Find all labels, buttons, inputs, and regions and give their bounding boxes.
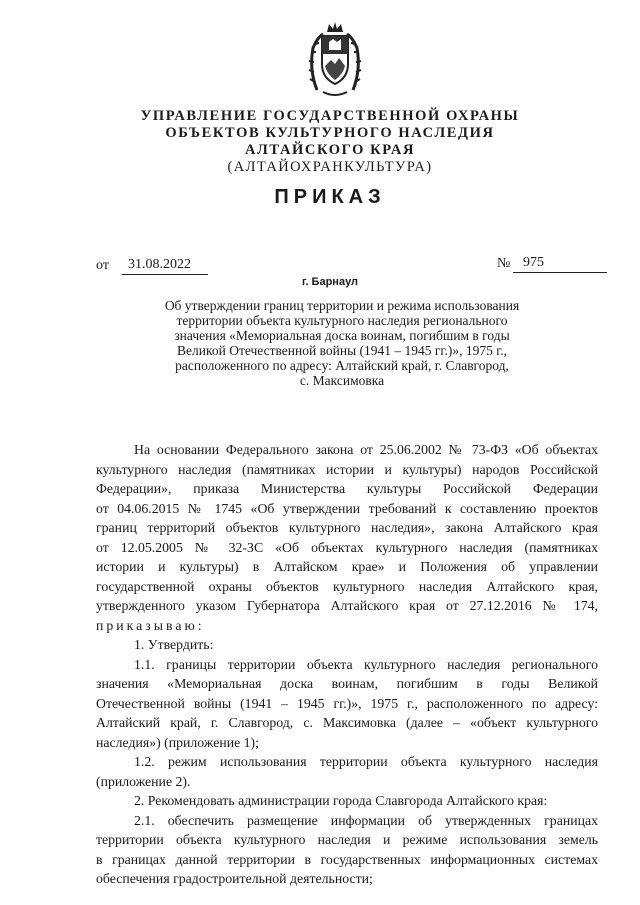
agency-name-line-3: АЛТАЙСКОГО КРАЯ (244, 142, 416, 158)
body-line: истории и культуры) в Алтайском крае» и Положения об управлении (96, 559, 598, 574)
body-line: приказываю: (96, 617, 205, 633)
number-prefix: № (497, 256, 511, 271)
order-date: 31.08.2022 (122, 256, 208, 275)
subject-line: расположенного по адресу: Алтайский край, г. Славгород, (175, 358, 509, 373)
order-body (96, 440, 598, 889)
body-line: государственной охраны объектов культурного наследия Алтайского края, (96, 578, 598, 594)
body-line: 1.1. границы территории объекта культурного наследия регионального (134, 656, 598, 672)
document-type-title: ПРИКАЗ (274, 186, 386, 208)
body-line: территории объекта культурного наследия и режиме использования земель (96, 832, 598, 847)
body-line: значения «Мемориальная доска воинам, погибшим в годы Великой (96, 676, 598, 691)
body-line: Алтайский край, г. Славгород, с. Максимовка (далее – «объект культурного (96, 715, 598, 730)
body-line: обеспечения градостроительной деятельности; (96, 871, 373, 886)
body-line: от 12.05.2005 № 32-ЗС «Об объектах культурного наследия (памятниках (96, 539, 598, 555)
body-line: 1. Утвердить: (134, 637, 214, 652)
body-line: На основании Федерального закона от 25.06.2002 № 73-ФЗ «Об объектах (134, 442, 598, 457)
date-prefix: от (96, 258, 109, 273)
subject-line: Великой Отечественной войны (1941 – 1945 гг.)», 1975 г., (177, 343, 507, 358)
body-line: 1.2. режим использования территории объекта культурного наследия (134, 754, 598, 769)
subject-line: с. Максимовка (299, 373, 385, 388)
coat-of-arms-emblem (307, 20, 363, 98)
body-line: Федерации», приказа Министерства культуры Российской Федерации (96, 481, 598, 496)
subject-line: значения «Мемориальная доска воинам, погибшим в годы (174, 328, 510, 343)
body-line: утвержденного указом Губернатора Алтайского края от 27.12.2016 № 174, (96, 598, 598, 613)
agency-short-name: (АЛТАЙОХРАНКУЛЬТУРА) (227, 159, 433, 175)
subject-line: территории объекта культурного наследия регионального (176, 313, 508, 328)
body-line: 2. Рекомендовать администрации города Славгорода Алтайского края: (134, 793, 548, 808)
agency-name-line-2: ОБЪЕКТОВ КУЛЬТУРНОГО НАСЛЕДИЯ (165, 125, 495, 141)
body-line: от 04.06.2015 № 1745 «Об утверждении требований к составлению проектов (96, 500, 598, 516)
agency-name-line-1: УПРАВЛЕНИЕ ГОСУДАРСТВЕННОЙ ОХРАНЫ (140, 108, 520, 124)
body-line: культурного наследия (памятниках истории и культуры) народов Российской (96, 461, 598, 477)
order-subject (132, 298, 552, 388)
body-line: в границах данной территории в государственных информационных системах (96, 851, 598, 867)
order-number: 975 (513, 254, 607, 273)
issue-city: г. Барнаул (301, 276, 359, 288)
body-line: границ территорий объектов культурного наследия», закона Алтайского края (96, 520, 598, 535)
body-line: Отечественной войны (1941 – 1945 гг.)», 1975 г., расположенного по адресу: (96, 695, 598, 711)
body-line: 2.1. обеспечить размещение информации об утвержденных границах (134, 812, 598, 828)
body-line: наследия») (приложение 1); (96, 734, 259, 750)
subject-line: Об утверждении границ территории и режима использования (164, 298, 520, 313)
body-line: (приложение 2). (96, 773, 191, 789)
